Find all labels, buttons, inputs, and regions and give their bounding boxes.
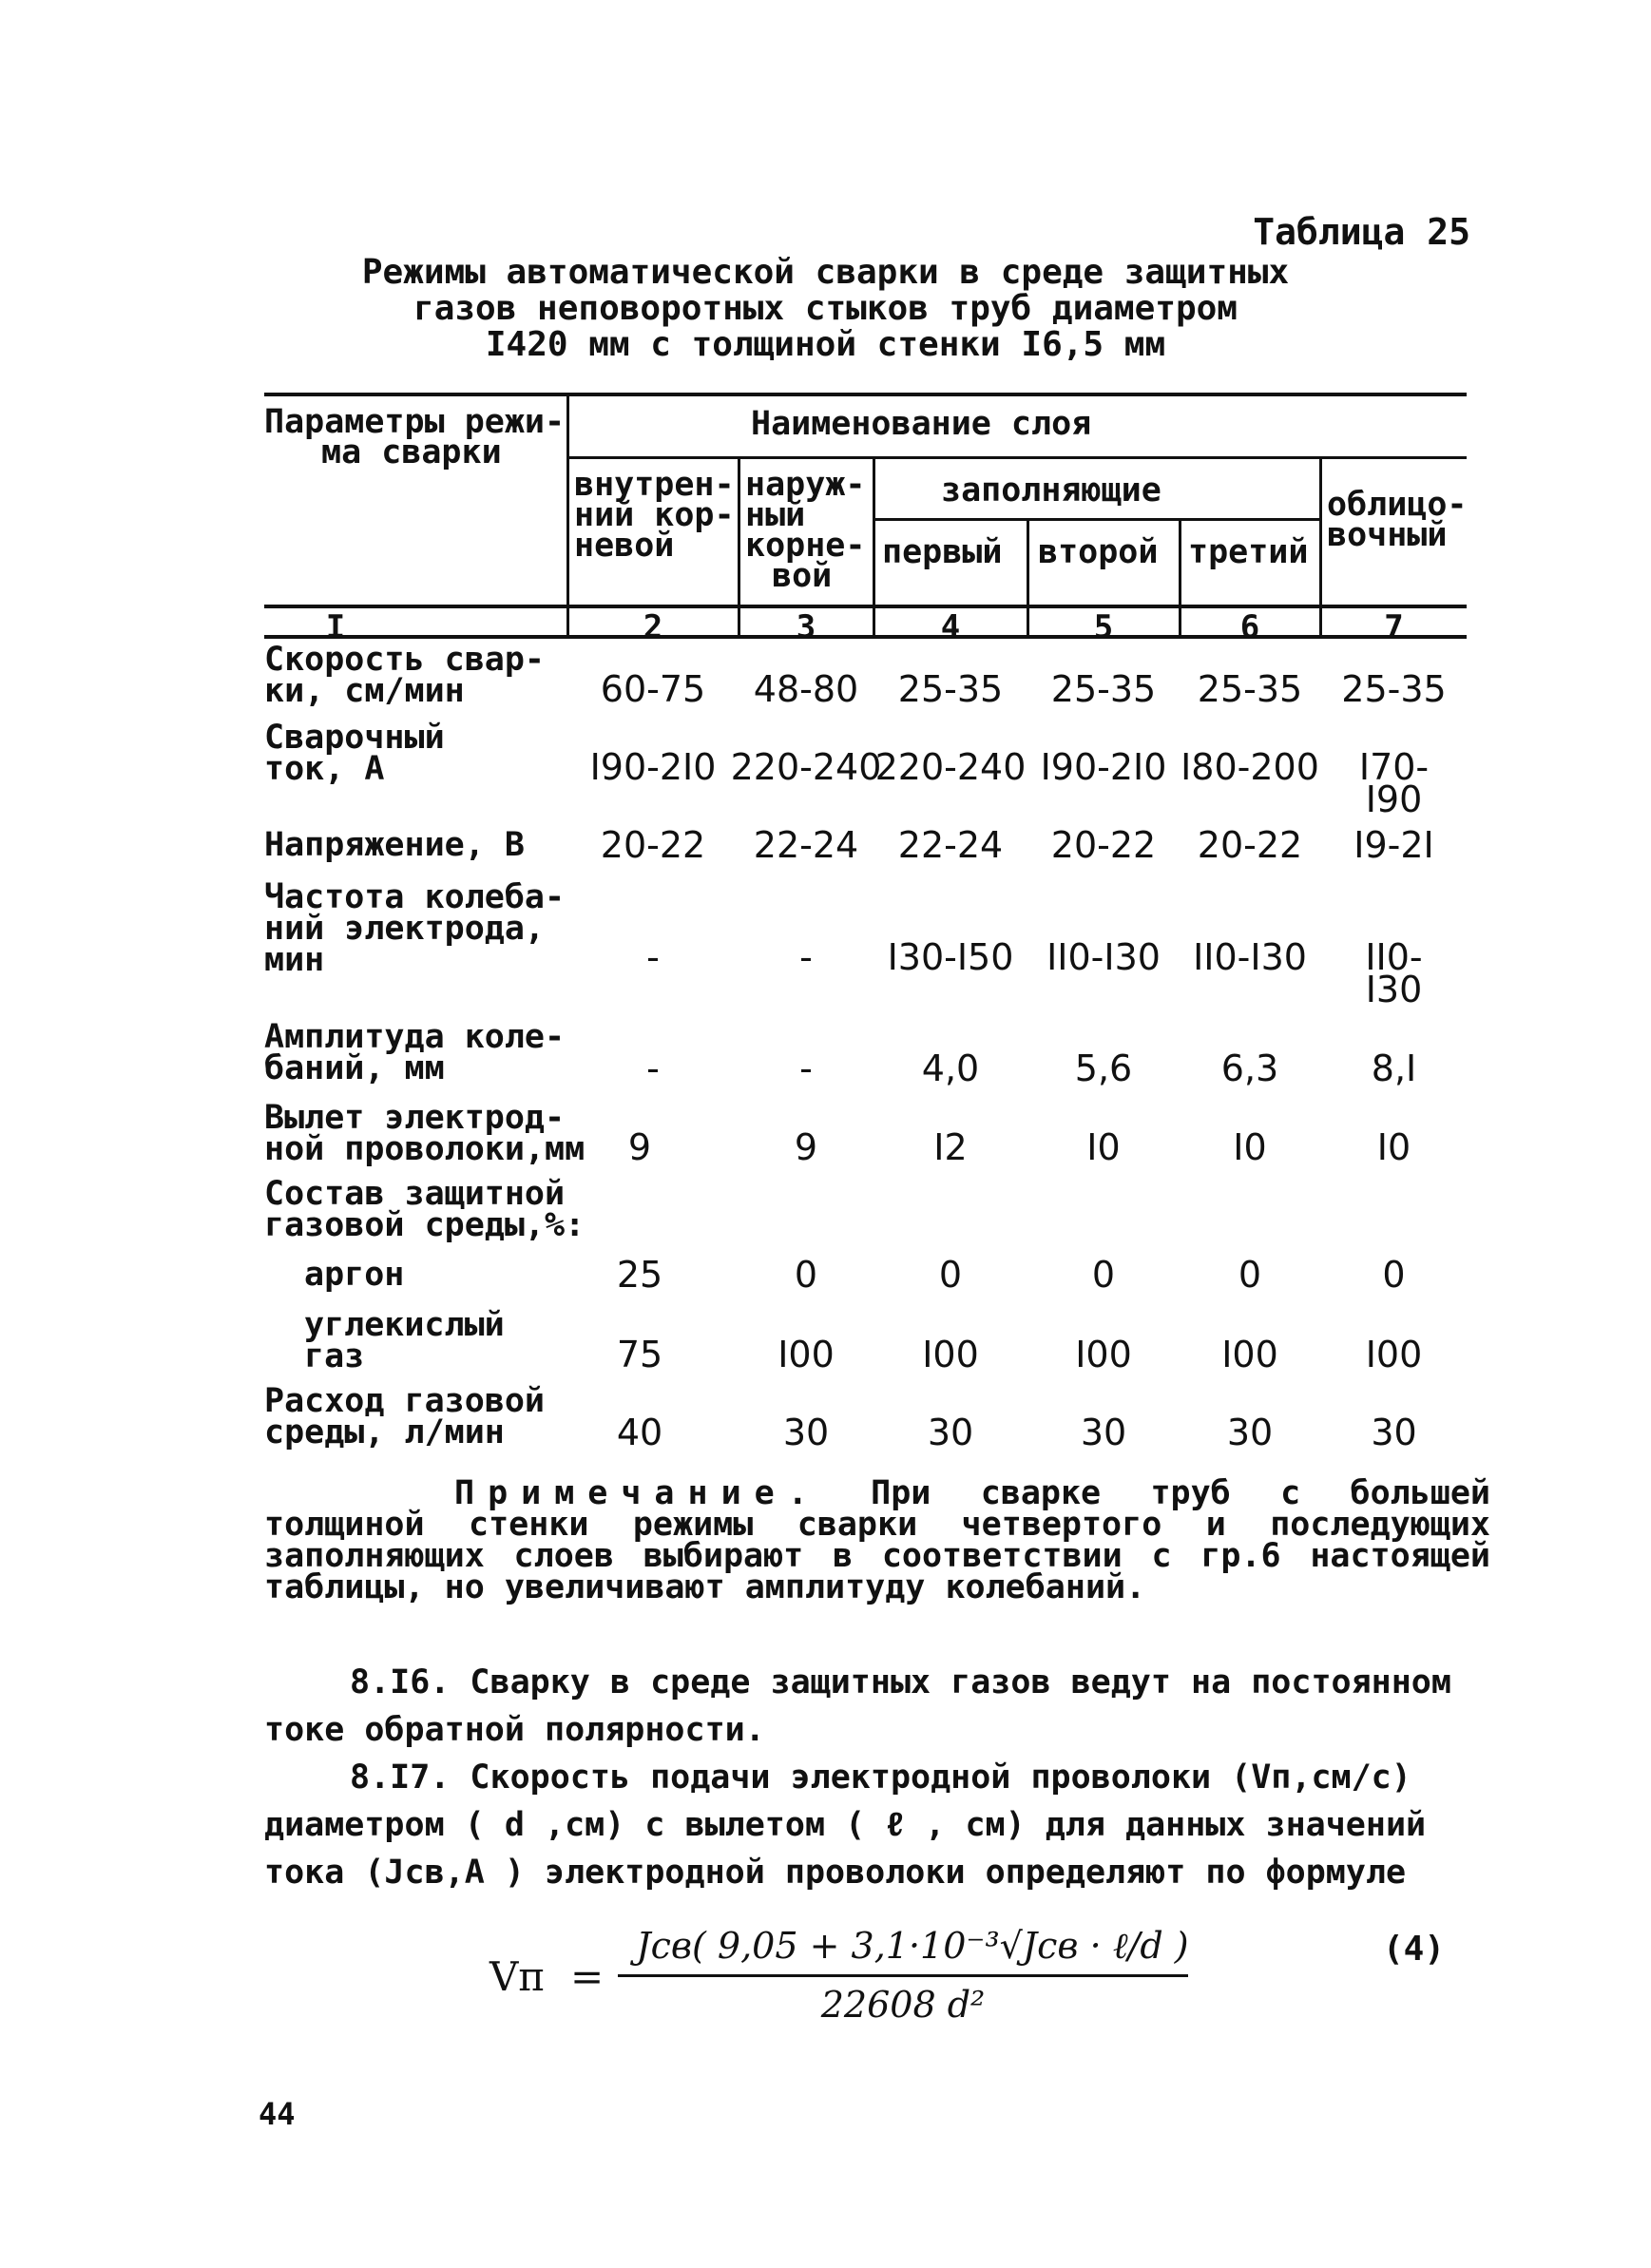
- formula-numerator: Jсв( 9,05 + 3,1·10⁻³√Jсв · ℓ/d ): [636, 1925, 1189, 1967]
- cell-voltage-c2: 20-22: [600, 824, 706, 866]
- formula-4: [475, 1925, 1198, 2029]
- cell-co2-c3: I00: [778, 1334, 835, 1375]
- cell-gasflow-c6: 30: [1226, 1412, 1274, 1453]
- row-label-current: Сварочный ток, А: [264, 719, 445, 788]
- row-label-gas-composition: Состав защитной газовой среды,%:: [264, 1175, 586, 1244]
- cell-speed-c7: 25-35: [1341, 668, 1447, 710]
- colnum-4: 4: [940, 608, 961, 646]
- table-caption: Таблица 25: [1253, 211, 1470, 253]
- cell-frequency-c7: II0- I30: [1365, 936, 1423, 1010]
- colnum-3: 3: [796, 608, 816, 646]
- formula-fraction-bar: [618, 1974, 1188, 1977]
- note-lead: Примечание.: [454, 1474, 821, 1512]
- cell-frequency-c3: -: [799, 936, 813, 978]
- cell-co2-c6: I00: [1221, 1334, 1278, 1375]
- cell-amplitude-c4: 4,0: [921, 1048, 980, 1089]
- cell-co2-c2: 75: [616, 1334, 663, 1375]
- cell-current-c7: I70- I90: [1358, 746, 1430, 820]
- cell-voltage-c3: 22-24: [753, 824, 859, 866]
- cell-speed-c5: 25-35: [1050, 668, 1157, 710]
- cell-stickout-c6: I0: [1233, 1126, 1267, 1168]
- cell-argon-c5: 0: [1091, 1254, 1116, 1296]
- formula-number: (4): [1383, 1930, 1446, 1969]
- cell-gasflow-c7: 30: [1371, 1412, 1417, 1453]
- cell-co2-c4: I00: [922, 1334, 979, 1375]
- paragraph-8-17: 8.I7. Скорость подачи электродной проволоки (Vп,см/с) диаметром ( d ,см) с вылетом ( ℓ , см) для данных значений тока (Jсв,А ) электродной проволоки определяют по формуле: [264, 1759, 1427, 1892]
- colnum-6: 6: [1239, 608, 1260, 646]
- cell-co2-c5: I00: [1075, 1334, 1132, 1375]
- cell-frequency-c6: II0-I30: [1193, 936, 1307, 978]
- cell-argon-c3: 0: [794, 1254, 818, 1296]
- cell-speed-c2: 60-75: [600, 668, 706, 710]
- cell-gasflow-c5: 30: [1080, 1412, 1127, 1453]
- header-sub-rule: [568, 456, 1467, 459]
- table-note: [264, 1474, 1490, 1606]
- cell-current-c4: 220-240: [874, 746, 1027, 788]
- colnum-1: I: [325, 608, 346, 646]
- cell-stickout-c2: 9: [627, 1126, 652, 1168]
- row-label-frequency: Частота колеба- ний электрода, мин: [264, 878, 566, 979]
- formula-equals: =: [570, 1953, 605, 2000]
- cell-frequency-c4: I30-I50: [887, 936, 1014, 978]
- cell-voltage-c6: 20-22: [1197, 824, 1303, 866]
- row-label-amplitude: Амплитуда коле- баний, мм: [264, 1018, 566, 1087]
- cell-stickout-c5: I0: [1086, 1126, 1121, 1168]
- cell-gasflow-c4: 30: [927, 1412, 974, 1453]
- cell-amplitude-c5: 5,6: [1074, 1048, 1133, 1089]
- cell-speed-c4: 25-35: [897, 668, 1004, 710]
- cell-argon-c7: 0: [1382, 1254, 1406, 1296]
- cell-frequency-c2: -: [646, 936, 660, 978]
- colnum-7: 7: [1384, 608, 1404, 646]
- header-params: Параметры режи- ма сварки: [264, 403, 566, 471]
- cell-argon-c2: 25: [616, 1254, 663, 1296]
- cell-voltage-c7: I9-2I: [1353, 824, 1434, 866]
- cell-current-c5: I90-2I0: [1040, 746, 1167, 788]
- cell-stickout-c4: I2: [933, 1126, 968, 1168]
- colnum-5: 5: [1093, 608, 1114, 646]
- cell-frequency-c5: II0-I30: [1046, 936, 1161, 978]
- paragraph-8-16: 8.I6. Сварку в среде защитных газов ведут на постоянном токе обратной полярности.: [264, 1663, 1451, 1749]
- header-col-7: облицо- вочный: [1327, 486, 1468, 554]
- header-filling: заполняющие: [941, 471, 1161, 509]
- cell-amplitude-c6: 6,3: [1220, 1048, 1279, 1089]
- header-col-2: внутрен- ний кор- невой: [574, 466, 735, 565]
- cell-current-c3: 220-240: [730, 746, 882, 788]
- row-label-speed: Скорость свар- ки, см/мин: [264, 641, 546, 710]
- note-text: При сварке труб с большей толщиной стенки режимы сварки четвертого и последующих заполняющих слоев выбирают в соответствии с гр.6 настоящей таблицы, но увеличивают амплитуду колебаний.: [264, 1474, 1490, 1606]
- cell-amplitude-c2: -: [646, 1048, 660, 1089]
- cell-amplitude-c7: 8,I: [1371, 1048, 1417, 1089]
- cell-stickout-c7: I0: [1376, 1126, 1411, 1168]
- cell-stickout-c3: 9: [794, 1126, 818, 1168]
- title-line-1: Режимы автоматической сварки в среде защитных: [361, 253, 1290, 292]
- header-layer-name: Наименование слоя: [751, 405, 1092, 443]
- row-label-voltage: Напряжение, В: [264, 826, 525, 864]
- colnum-2: 2: [643, 608, 663, 646]
- cell-gasflow-c2: 40: [616, 1412, 663, 1453]
- vsep-1: [566, 394, 569, 637]
- cell-voltage-c5: 20-22: [1050, 824, 1157, 866]
- filling-sub-rule: [874, 518, 1321, 521]
- cell-current-c6: I80-200: [1181, 746, 1319, 788]
- header-col-5: второй: [1038, 533, 1159, 571]
- table-top-rule: [264, 393, 1467, 396]
- header-col-6: третий: [1188, 533, 1309, 571]
- cell-voltage-c4: 22-24: [897, 824, 1004, 866]
- row-label-co2: углекислый газ: [304, 1306, 505, 1375]
- cell-co2-c7: I00: [1365, 1334, 1423, 1375]
- cell-speed-c3: 48-80: [753, 668, 859, 710]
- row-label-stickout: Вылет электрод- ной проволоки,мм: [264, 1099, 586, 1168]
- page-number: 44: [259, 2096, 296, 2132]
- row-label-gas-flow: Расход газовой среды, л/мин: [264, 1382, 546, 1451]
- cell-argon-c4: 0: [938, 1254, 963, 1296]
- cell-argon-c6: 0: [1238, 1254, 1262, 1296]
- header-col-4: первый: [882, 533, 1003, 571]
- row-label-argon: аргон: [304, 1256, 405, 1294]
- table-title: [0, 255, 1651, 363]
- cell-current-c2: I90-2I0: [589, 746, 717, 788]
- cell-speed-c6: 25-35: [1197, 668, 1303, 710]
- header-col-3: наруж- ный корне- вой: [745, 466, 866, 595]
- cell-gasflow-c3: 30: [782, 1412, 830, 1453]
- title-line-2: газов неповоротных стыков труб диаметром: [413, 289, 1238, 328]
- formula-denominator: 22608 d²: [820, 1984, 986, 2026]
- title-line-3: I420 мм с толщиной стенки I6,5 мм: [485, 325, 1166, 364]
- cell-amplitude-c3: -: [799, 1048, 813, 1089]
- formula-lhs: Vп: [490, 1953, 546, 2000]
